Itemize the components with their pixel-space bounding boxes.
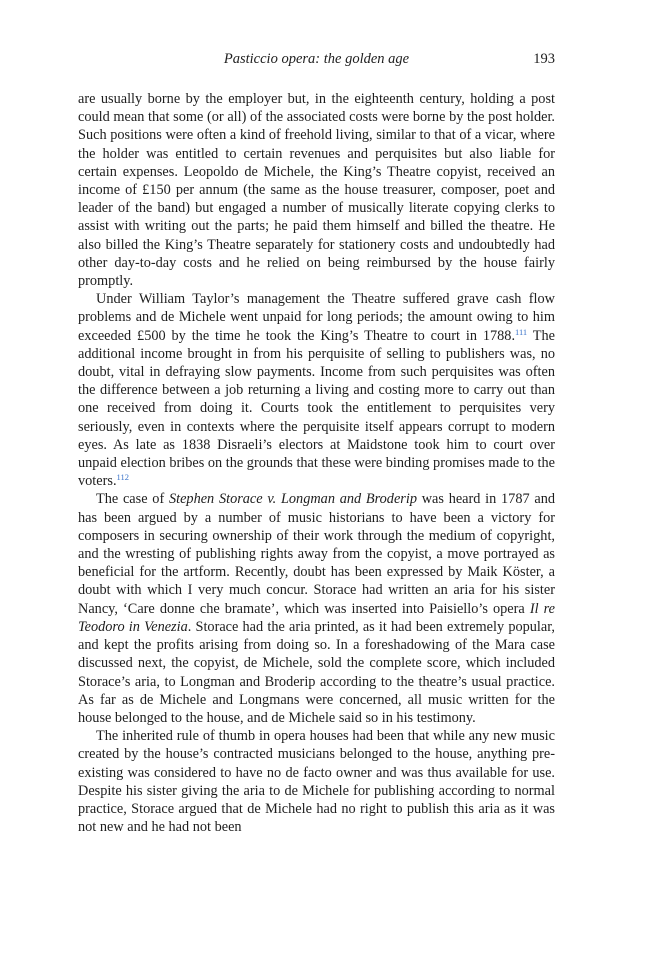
paragraph-2 — [78, 290, 555, 490]
paragraph-3 — [78, 490, 555, 727]
paragraph-3-text-a: The case of — [96, 491, 169, 508]
page-number: 193 — [533, 51, 555, 67]
opera-title: Il re Teodoro in Venezia — [78, 600, 555, 635]
paragraph-3-text-b: was heard in 1787 and has been argued by a number of music historians to have been a victory for composers in securing ownership of their work through the medium of copyright, and the wresting of publishing rights away from the copyist, a move portrayed as beneficial for the artform. Recently, doubt has been expressed by Maik Köster, a doubt with which I very much concur. Storace had written an aria for his sister Nancy, ‘Care donne che bramate’, which was inserted into Paisiello’s opera — [78, 491, 556, 617]
running-head — [78, 51, 555, 71]
paragraph-2-text-b: The additional income brought in from his perquisite of selling to publishers was, no doubt, vital in defraying slow payments. Income from such perquisites was often the difference between a job returning a living and costing more to carry out than one received from doing it. Courts took the entitlement to perquisites very seriously, even in contexts where the perquisite itself appears corrupt to modern eyes. As late as 1838 Disraeli’s electors at Maidstone took him to court over unpaid election bribes on the grounds that these were binding promises made to the voters. — [78, 327, 556, 490]
footnote-ref-111[interactable]: 111 — [515, 326, 528, 337]
case-name: Stephen Storace v. Longman and Broderip — [168, 491, 417, 508]
main-text — [78, 90, 555, 836]
paragraph-3-text-c: . Storace had the aria printed, as it had been extremely popular, and kept the profits arising from doing so. In a foreshadowing of the Mara case discussed next, the copyist, de Michele, sold the complete score, which included Storace’s aria, to Longman and Broderip according to the theatre’s usual practice. As far as de Michele and Longmans were concerned, all music written for the house belonged to the house, and de Michele said so in his testimony. — [78, 618, 555, 726]
running-title: Pasticcio opera: the golden age — [223, 51, 410, 67]
footnote-ref-112[interactable]: 112 — [116, 472, 129, 483]
paragraph-4: The inherited rule of thumb in opera houses had been that while any new music created by the house’s contracted musicians belonged to the house, anything pre-existing was considered to have no de facto owner and was thus available for use. Despite his sister giving the aria to de Michele for publishing according to normal practice, Storace argued that de Michele had no right to publish this aria as it was not new and he had not been — [78, 728, 555, 836]
paragraph-1: are usually borne by the employer but, in the eighteenth century, holding a post could mean that some (or all) of the associated costs were borne by the post holder. Such positions were often a kind of freehold living, similar to that of a vicar, where the holder was entitled to certain revenues and perquisites but also liable for certain expenses. Leopoldo de Michele, the King’s Theatre copyist, received an income of £150 per annum (the same as the house treasurer, composer, poet and leader of the band) but engaged a number of musically literate copying clerks to assist with writing out the parts; he paid them himself and billed the theatre. He also billed the King’s Theatre separately for stationery costs and undoubtedly had other day-to-day costs and he relied on being reimbursed by the house fairly promptly. — [78, 91, 555, 290]
paragraph-2-text-a: Under William Taylor’s management the Theatre suffered grave cash flow problems and de Michele went unpaid for long periods; the amount owing to him exceeded £500 by the time he took the King’s Theatre to court in 1788. — [78, 291, 555, 344]
